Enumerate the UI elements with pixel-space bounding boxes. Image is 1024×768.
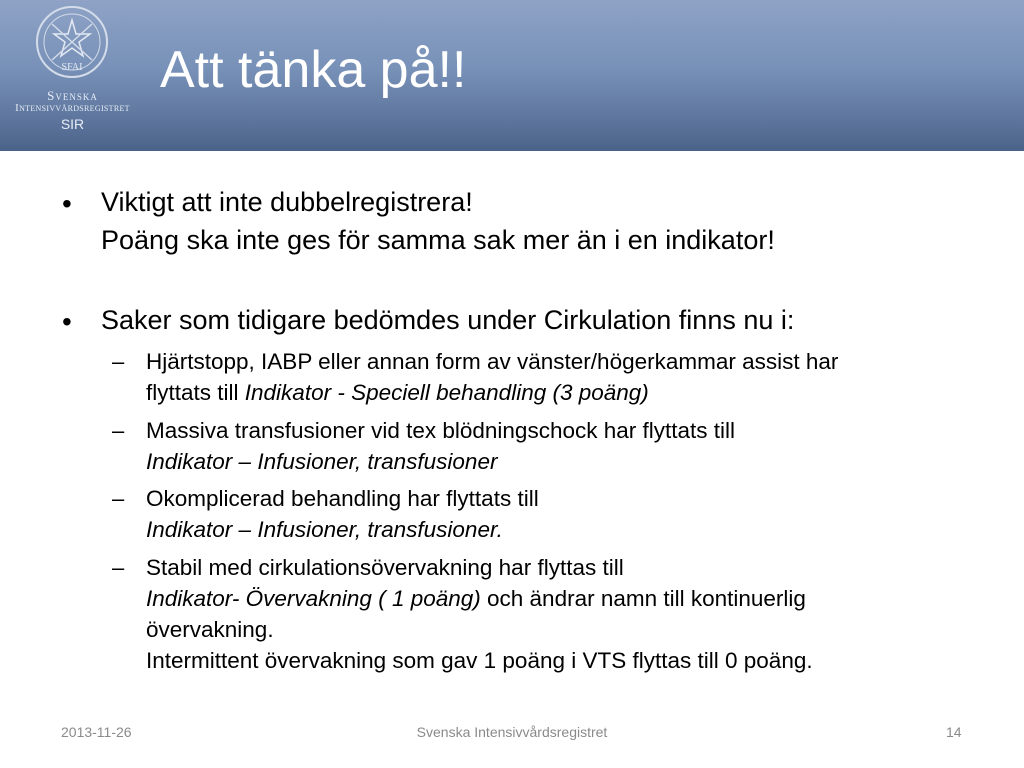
subitem-1-plain: flyttats till bbox=[146, 380, 245, 405]
seal-text: SFAI bbox=[61, 62, 83, 73]
subitem-2-line-1: Massiva transfusioner vid tex blödningschock har flyttats till bbox=[146, 418, 736, 443]
logo-text-registry: Intensivvårdsregistret bbox=[15, 102, 130, 114]
logo-text-svenska: Svenska bbox=[47, 88, 98, 103]
subitem-4-indicator: Indikator- Övervakning ( 1 poäng) bbox=[146, 586, 481, 611]
bullet-1-line-1: Viktigt att inte dubbelregistrera! bbox=[101, 187, 473, 217]
subitem-3-line-2 bbox=[146, 514, 986, 545]
dash-icon: – bbox=[112, 349, 125, 374]
dash-icon: – bbox=[112, 418, 125, 443]
title-banner bbox=[0, 0, 1024, 151]
footer-page-number: 14 bbox=[946, 724, 962, 740]
subitem-2-line-2 bbox=[146, 446, 986, 477]
subitem-4-line-4: Intermittent övervakning som gav 1 poäng i VTS flyttas till 0 poäng. bbox=[146, 648, 813, 673]
bullet-2-line-1: Saker som tidigare bedömdes under Cirkulation finns nu i: bbox=[101, 305, 795, 335]
subitem-4-line-1: Stabil med cirkulationsövervakning har flyttas till bbox=[146, 555, 624, 580]
footer-organization: Svenska Intensivvårdsregistret bbox=[416, 724, 608, 740]
dash-icon: – bbox=[112, 486, 125, 511]
sir-seal-icon bbox=[30, 4, 115, 84]
footer-date: 2013-11-26 bbox=[61, 724, 132, 740]
bullet-icon: • bbox=[62, 306, 72, 337]
subitem-4-plain: och ändrar namn till kontinuerlig bbox=[480, 586, 806, 611]
subitem-1-line-2 bbox=[146, 377, 986, 408]
subitem-4-line-2 bbox=[146, 583, 986, 614]
subitem-1-indicator: Indikator - Speciell behandling (3 poäng) bbox=[244, 380, 649, 405]
bullet-1-line-2: Poäng ska inte ges för samma sak mer än i en indikator! bbox=[101, 225, 775, 255]
slide-title: Att tänka på!! bbox=[160, 41, 467, 99]
dash-icon: – bbox=[112, 555, 125, 580]
bullet-icon: • bbox=[62, 188, 72, 219]
logo-text-sir: SIR bbox=[60, 116, 85, 132]
subitem-2-indicator: Indikator – Infusioner, transfusioner bbox=[146, 449, 498, 474]
subitem-3-indicator: Indikator – Infusioner, transfusioner. bbox=[146, 517, 503, 542]
subitem-4-line-3: övervakning. bbox=[146, 617, 274, 642]
subitem-3-line-1: Okomplicerad behandling har flyttats till bbox=[146, 486, 539, 511]
subitem-1-line-1: Hjärtstopp, IABP eller annan form av vänster/högerkammar assist har bbox=[146, 349, 839, 374]
sir-logo bbox=[0, 2, 145, 137]
